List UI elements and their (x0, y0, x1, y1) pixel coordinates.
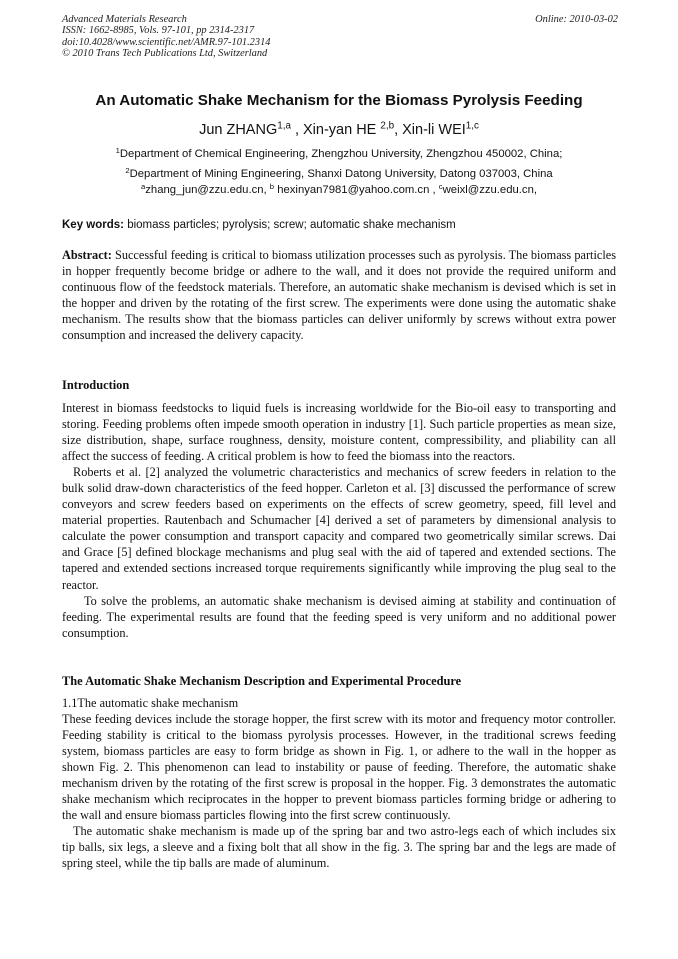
email-separator: , (429, 184, 439, 196)
email-address: weixl@zzu.edu.cn (442, 184, 534, 196)
email-separator: , (533, 184, 537, 196)
email-mark: a (140, 181, 146, 191)
subheading: 1.1The automatic shake mechanism (62, 696, 239, 710)
paragraph: To solve the problems, an automatic shake mechanism is devised aiming at stability and continuation of feeding. The experimental results are found that the feeding speed is very uniform and no additional power consumption. (62, 593, 616, 640)
journal-header (62, 14, 618, 60)
author-list (0, 122, 678, 138)
affiliation-text: Department of Mining Engineering, Shanxi Datong University, Datong 037003, China (129, 168, 553, 180)
author-separator: , (394, 122, 403, 138)
paragraph: Interest in biomass feedstocks to liquid fuels is increasing worldwide for the Bio-oil easy to transporting and storing. Feeding problems often impede smooth operation in industry [1]. Such particle properties as mean size, size distribution, shape, surface roughness, density, moisture content, compressibility, and pliability can all affect the success of feeding. A critical problem is how to feed the biomass into the reactors. (62, 401, 616, 464)
doi-line: doi:10.4028/www.scientific.net/AMR.97-101.2314 (62, 36, 271, 48)
affiliation-2 (0, 165, 678, 180)
author-mark: 2,b (380, 120, 395, 132)
section2-body (62, 695, 616, 872)
introduction-body (62, 400, 616, 641)
affiliation-mark: 1 (115, 145, 120, 155)
keywords-label: Key words: (62, 219, 124, 231)
author-mark: 1,c (465, 120, 479, 132)
online-date: Online: 2010-03-02 (535, 14, 618, 25)
copyright-line: © 2010 Trans Tech Publications Ltd, Switzerland (62, 48, 268, 60)
keywords (62, 219, 618, 231)
email-line (0, 181, 678, 196)
author-mark: 1,a (277, 120, 291, 132)
affiliation-text: Department of Chemical Engineering, Zhengzhou University, Zhengzhou 450002, China; (119, 148, 563, 160)
section-heading-introduction: Introduction (62, 378, 130, 392)
affiliation-mark: 2 (125, 165, 130, 175)
author-name: Jun ZHANG (199, 122, 278, 138)
abstract-label: Abstract: (62, 248, 112, 262)
author-name: Xin-li WEI (402, 122, 466, 138)
journal-name: Advanced Materials Research (62, 14, 187, 25)
abstract (62, 247, 616, 343)
email-mark: b (269, 181, 275, 191)
issn-line: ISSN: 1662-8985, Vols. 97-101, pp 2314-2317 (62, 25, 255, 37)
paragraph: The automatic shake mechanism is made up of the spring bar and two astro-legs each of which includes six tip balls, six legs, a sleeve and a fixing bolt that all show in the fig. 3. The spring bar and the legs are made of spring steel, while the tip balls are made of aluminum. (62, 824, 616, 871)
section-heading-mechanism: The Automatic Shake Mechanism Description and Experimental Procedure (62, 674, 462, 688)
paragraph: These feeding devices include the storage hopper, the first screw with its motor and frequency motor controller. Feeding stability is critical to the biomass pyrolysis processes. However, in the traditional screws feeding system, biomass particles are easy to form bridge as shown in Fig. 1, or adhere to the wall in the hopper as shown Fig. 2. This phenomenon can lead to instability or pause of feeding. Therefore, the automatic shake mechanism driven by the rotating of the first screw is proposal in the hopper. Fig. 3 demonstrates the automatic shake mechanism which reciprocates in the hopper to prevent biomass particles forming bridge or adhering to the wall and ensure biomass particles flowing into the first screw continuously. (62, 712, 616, 823)
email-separator: , (263, 184, 270, 196)
paragraph: Roberts et al. [2] analyzed the volumetric characteristics and mechanics of screw feeders in relation to the bulk solid draw-down characteristics of the feed hopper. Carleton et al. [3] discussed the performance of screw conveyors and screw feeders based on experiments on the effects of screw geometry, speed, fill level and material properties. Rautenbach and Schumacher [4] derived a set of parameters by dimensional analysis to calculate the power consumption and transport capacity and compared two geometrically similar screws. Dai and Grace [5] defined blockage mechanisms and plug seal with the aid of tapered and extended sections. The tapered and extended sections increased torque requirements significantly while improving the plug seal to the reactor. (62, 465, 616, 592)
affiliation-1 (0, 145, 678, 160)
email-address: hexinyan7981@yahoo.com.cn (274, 184, 430, 196)
abstract-text: Successful feeding is critical to biomass utilization processes such as pyrolysis. The biomass particles in hopper frequently become bridge or adhere to the wall, and it does not provide the required uniform and continuous flow of the feedstock materials. Therefore, an automatic shake mechanism is devised which is set in the hopper and driven by the rotating of the first screw. The experiments were done using the automatic shake mechanism. The results show that the biomass particles can deliver uniformly by screws without extra power consumption and increased the delivery capacity. (62, 248, 616, 343)
paper-title: An Automatic Shake Mechanism for the Biomass Pyrolysis Feeding (95, 92, 583, 109)
email-address: zhang_jun@zzu.edu.cn (145, 184, 264, 196)
author-name: Xin-yan HE (303, 122, 377, 138)
email-mark: c (438, 181, 443, 191)
author-separator: , (290, 122, 304, 138)
keywords-text: biomass particles; pyrolysis; screw; automatic shake mechanism (127, 219, 456, 231)
